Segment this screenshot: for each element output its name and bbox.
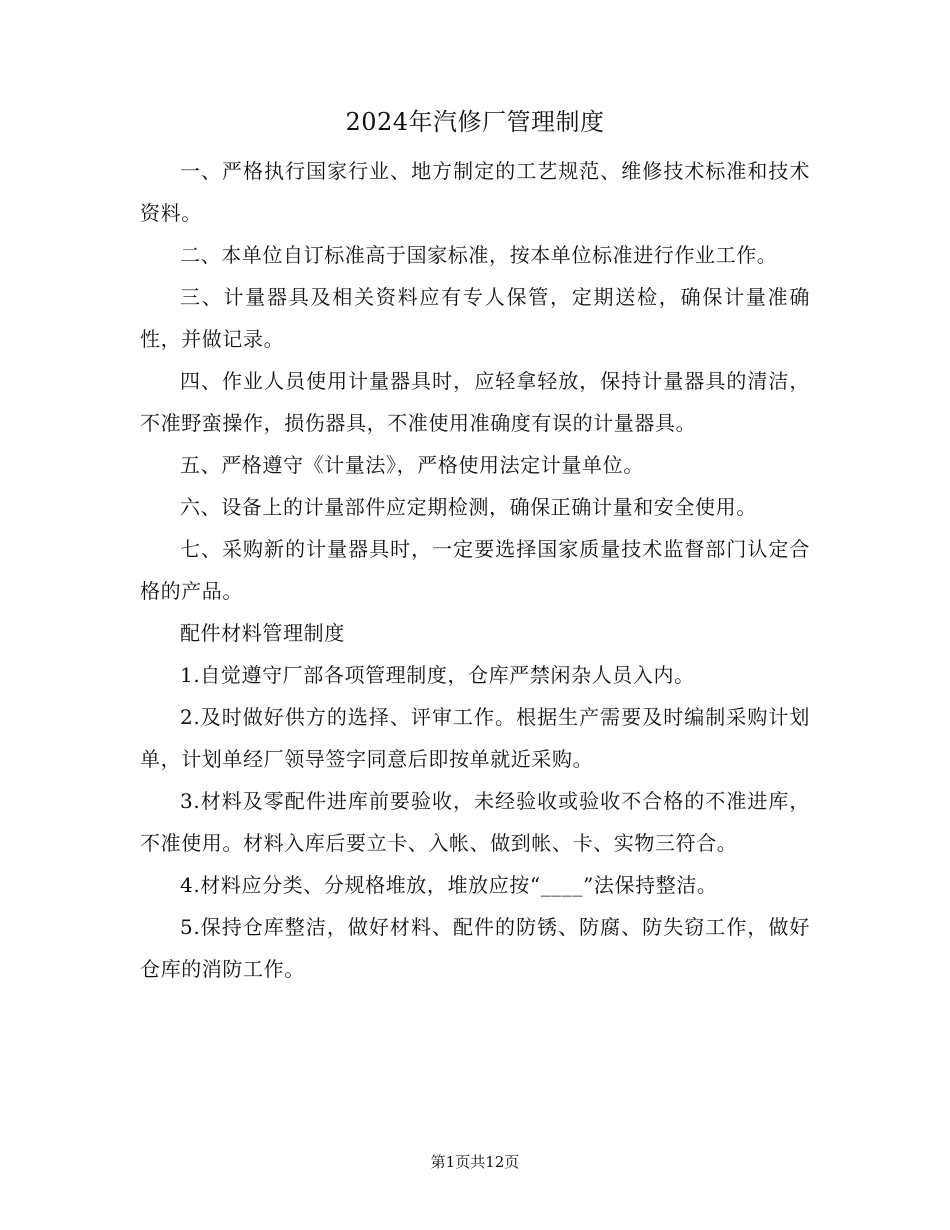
paragraph-12: 5.保持仓库整洁，做好材料、配件的防锈、防腐、防失窃工作，做好仓库的消防工作。	[140, 915, 810, 981]
paragraph-7: 七、采购新的计量器具时，一定要选择国家质量技术监督部门认定合格的产品。	[140, 537, 810, 603]
page-number-footer: 第1页共12页	[430, 1153, 520, 1171]
document-body	[140, 150, 810, 990]
paragraph-6: 六、设备上的计量部件应定期检测，确保正确计量和安全使用。	[180, 495, 757, 519]
section-heading: 配件材料管理制度	[180, 621, 345, 645]
page-title: 2024年汽修厂管理制度	[345, 108, 605, 136]
paragraph-3: 三、计量器具及相关资料应有专人保管，定期送检，确保计量准确性，并做记录。	[140, 285, 810, 351]
paragraph-2: 二、本单位自订标准高于国家标准，按本单位标准进行作业工作。	[180, 243, 778, 267]
paragraph-8: 1.自觉遵守厂部各项管理制度，仓库严禁闲杂人员入内。	[180, 663, 695, 687]
paragraph-10: 3.材料及零配件进库前要验收，未经验收或验收不合格的不准进库，不准使用。材料入库后要立卡、入帐、做到帐、卡、实物三符合。	[140, 789, 810, 855]
paragraph-11: 4.材料应分类、分规格堆放，堆放应按“____”法保持整洁。	[180, 873, 718, 897]
paragraph-5: 五、严格遵守《计量法》，严格使用法定计量单位。	[180, 453, 644, 477]
paragraph-9: 2.及时做好供方的选择、评审工作。根据生产需要及时编制采购计划单，计划单经厂领导签字同意后即按单就近采购。	[140, 705, 810, 771]
paragraph-4: 四、作业人员使用计量器具时，应轻拿轻放，保持计量器具的清洁，不准野蛮操作，损伤器具，不准使用准确度有误的计量器具。	[140, 369, 810, 435]
paragraph-1: 一、严格执行国家行业、地方制定的工艺规范、维修技术标准和技术资料。	[140, 159, 810, 225]
